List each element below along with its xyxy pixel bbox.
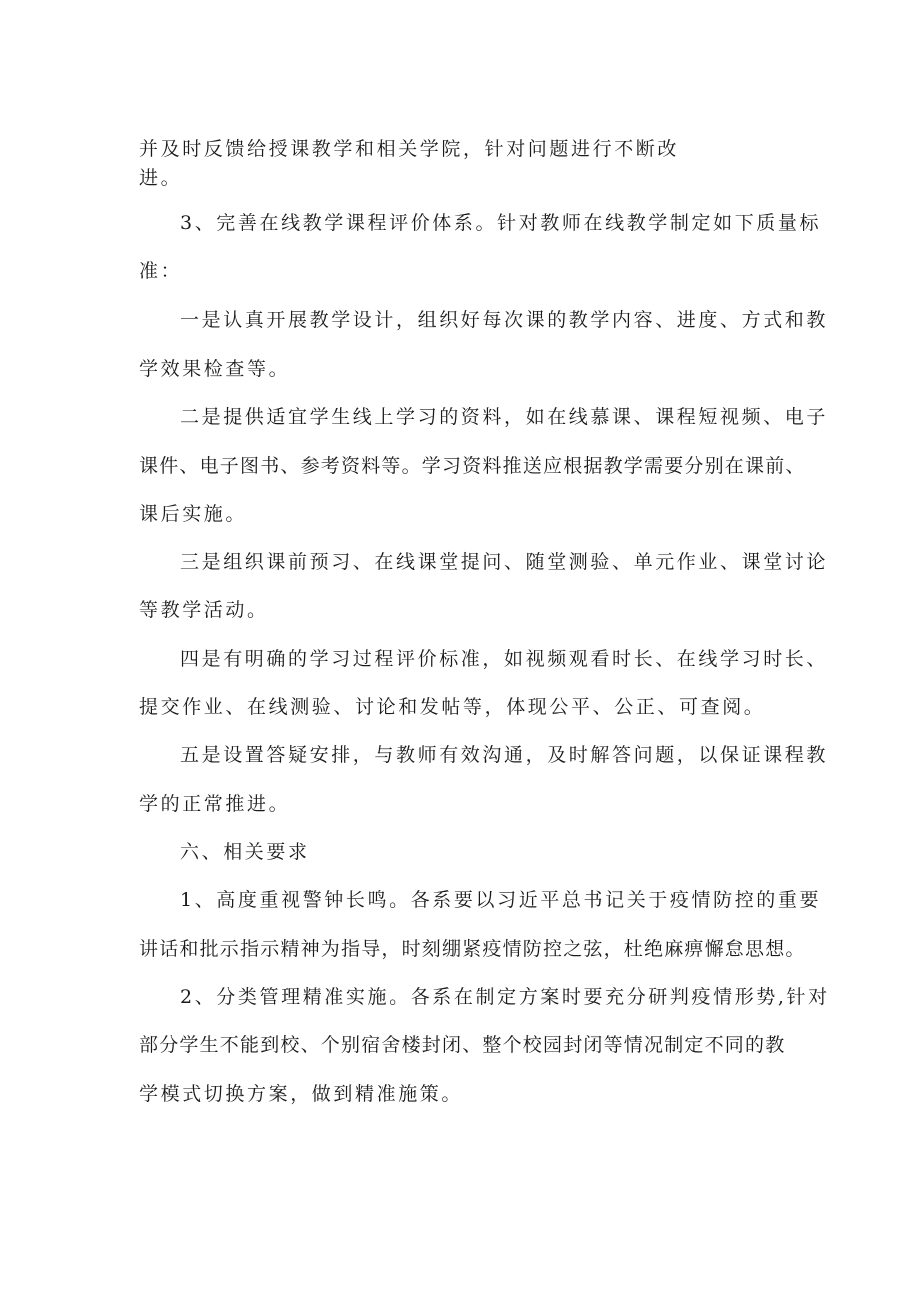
paragraph-line: 课件、电子图书、参考资料等。学习资料推送应根据教学需要分别在课前、 bbox=[139, 455, 806, 477]
paragraph-line: 讲话和批示指示精神为指导，时刻绷紧疫情防控之弦，杜绝麻痹懈怠思想。 bbox=[139, 938, 806, 960]
paragraph-line: 课后实施。 bbox=[139, 503, 248, 525]
paragraph-line: 四是有明确的学习过程评价标准，如视频观看时长、在线学习时长、 bbox=[180, 648, 829, 670]
paragraph-line: 学模式切换方案，做到精准施策。 bbox=[139, 1083, 464, 1105]
paragraph-line: 等教学活动。 bbox=[139, 599, 269, 621]
paragraph-line: 部分学生不能到校、个别宿舍楼封闭、整个校园封闭等情况制定不同的教 bbox=[139, 1034, 786, 1056]
paragraph-line: 学效果检查等。 bbox=[139, 358, 291, 380]
paragraph-line: 三是组织课前预习、在线课堂提问、随堂测验、单元作业、课堂讨论 bbox=[180, 551, 829, 573]
paragraph-line: 准： bbox=[139, 260, 183, 282]
paragraph-line: 2、分类管理精准实施。各系在制定方案时要充分研判疫情形势,针对 bbox=[180, 986, 830, 1008]
paragraph-line: 二是提供适宜学生线上学习的资料，如在线慕课、课程短视频、电子 bbox=[180, 406, 829, 428]
section-heading: 六、相关要求 bbox=[180, 841, 310, 863]
paragraph-line: 提交作业、在线测验、讨论和发帖等，体现公平、公正、可查阅。 bbox=[139, 696, 766, 718]
paragraph-line: 五是设置答疑安排，与教师有效沟通，及时解答问题，以保证课程教 bbox=[180, 744, 829, 766]
paragraph-line: 一是认真开展教学设计，组织好每次课的教学内容、进度、方式和教 bbox=[180, 309, 829, 331]
paragraph-line: 学的正常推进。 bbox=[139, 793, 291, 815]
paragraph-line: 并及时反馈给授课教学和相关学院，针对问题进行不断改 bbox=[139, 138, 680, 160]
paragraph-line: 1、高度重视警钟长鸣。各系要以习近平总书记关于疫情防控的重要 bbox=[180, 889, 822, 911]
paragraph-line: 3、完善在线教学课程评价体系。针对教师在线教学制定如下质量标 bbox=[180, 212, 822, 234]
paragraph-line: 进。 bbox=[139, 167, 183, 189]
